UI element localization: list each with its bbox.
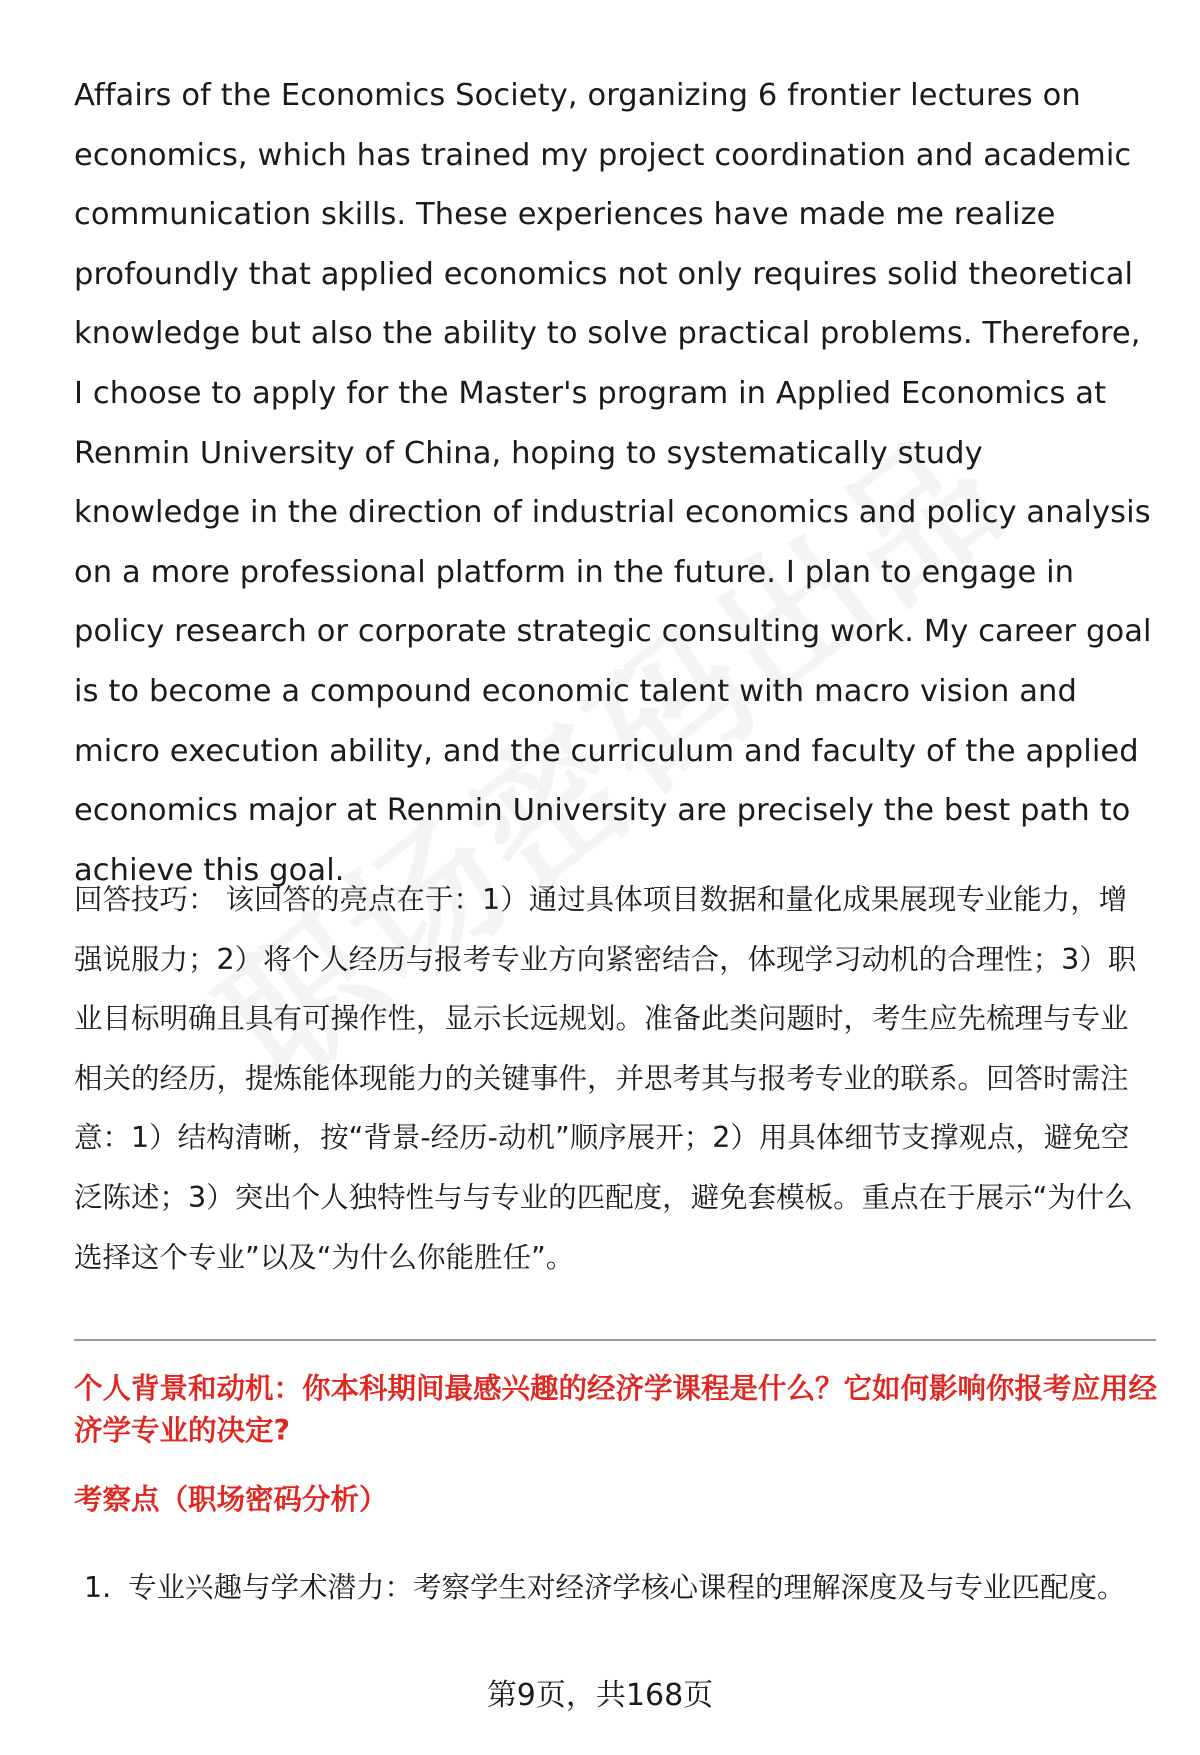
list-item-number: 1. <box>84 1571 112 1604</box>
tips-paragraph: 回答技巧： 该回答的亮点在于：1）通过具体项目数据和量化成果展现专业能力，增强说服力；2）将个人经历与报考专业方向紧密结合，体现学习动机的合理性；3）职业目标明确且具有可操作性，显示长远规划。准备此类问题时，考生应先梳理与专业相关的经历，提炼能体现能力的关键事件，并思考其与报考专业的联系。回答时需注意：1）结构清晰，按“背景-经历-动机”顺序展开；2）用具体细节支撑观点，避免空泛陈述；3）突出个人独特性与与专业的匹配度，避免套模板。重点在于展示“为什么选择这个专业”以及“为什么你能胜任”。 <box>74 883 1137 1274</box>
page-footer: 第9页，共168页 <box>486 1678 714 1713</box>
section-divider <box>74 1339 1156 1341</box>
analysis-heading: 考察点（职场密码分析） <box>74 1483 388 1516</box>
points-list <box>74 1558 1156 1618</box>
list-item <box>74 1558 1156 1618</box>
answer-paragraph: Affairs of the Economics Society, organizing 6 frontier lectures on economics, which has trained my project coordination and academic communication skills. These experiences have made me realize profoundly that applied economics not only requires solid theoretical knowledge but also the ability to solve practical problems. Therefore, I choose to apply for the Master's program in Applied Economics at Renmin University of China, hoping to systematically study knowledge in the direction of industrial economics and policy analysis on a more professional platform in the future. I plan to engage in policy research or corporate strategic consulting work. My career goal is to become a compound economic talent with macro vision and micro execution ability, and the curriculum and faculty of the applied economics major at Renmin University are precisely the best path to achieve this goal. <box>74 78 1152 888</box>
list-item-text: 专业兴趣与学术潜力：考察学生对经济学核心课程的理解深度及与专业匹配度。 <box>128 1571 1126 1604</box>
question-heading: 个人背景和动机：你本科期间最感兴趣的经济学课程是什么？它如何影响你报考应用经济学专业的决定? <box>74 1372 1158 1447</box>
